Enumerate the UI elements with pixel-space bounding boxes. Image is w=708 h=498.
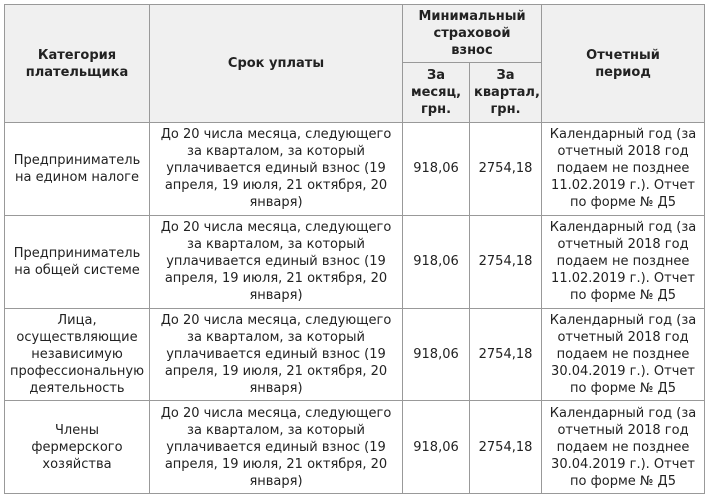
cell-quarter: 2754,18 <box>470 401 542 494</box>
header-min-contribution: Минимальный страховой взнос <box>403 5 542 63</box>
cell-period: Календарный год (за отчетный 2018 год подаем не позднее 30.04.2019 г.). Отчет по форме № Д5 <box>542 308 705 401</box>
cell-category: Предприниматель на общей системе <box>5 215 150 308</box>
cell-quarter: 2754,18 <box>470 215 542 308</box>
cell-deadline: До 20 числа месяца, следующего за кварталом, за который уплачивается единый взнос (19 апреля, 19 июля, 21 октября, 20 января) <box>150 308 403 401</box>
contribution-table <box>4 4 705 494</box>
cell-period: Календарный год (за отчетный 2018 год подаем не позднее 30.04.2019 г.). Отчет по форме № Д5 <box>542 401 705 494</box>
header-report-period: Отчетный период <box>542 5 705 123</box>
header-category: Категория плательщика <box>5 5 150 123</box>
cell-period: Календарный год (за отчетный 2018 год подаем не позднее 11.02.2019 г.). Отчет по форме № Д5 <box>542 123 705 216</box>
header-per-month: За месяц, грн. <box>403 63 470 123</box>
cell-quarter: 2754,18 <box>470 308 542 401</box>
table-row <box>5 308 705 401</box>
table-row <box>5 401 705 494</box>
cell-category: Лица, осуществляющие независимую профессиональную деятельность <box>5 308 150 401</box>
header-deadline: Срок уплаты <box>150 5 403 123</box>
cell-category: Предприниматель на едином налоге <box>5 123 150 216</box>
table-row <box>5 123 705 216</box>
cell-category: Члены фермерского хозяйства <box>5 401 150 494</box>
cell-period: Календарный год (за отчетный 2018 год подаем не позднее 11.02.2019 г.). Отчет по форме № Д5 <box>542 215 705 308</box>
cell-quarter: 2754,18 <box>470 123 542 216</box>
cell-month: 918,06 <box>403 401 470 494</box>
cell-month: 918,06 <box>403 215 470 308</box>
table-row <box>5 215 705 308</box>
cell-deadline: До 20 числа месяца, следующего за кварталом, за который уплачивается единый взнос (19 апреля, 19 июля, 21 октября, 20 января) <box>150 401 403 494</box>
cell-deadline: До 20 числа месяца, следующего за кварталом, за который уплачивается единый взнос (19 апреля, 19 июля, 21 октября, 20 января) <box>150 123 403 216</box>
header-per-quarter: За квартал, грн. <box>470 63 542 123</box>
cell-month: 918,06 <box>403 123 470 216</box>
cell-deadline: До 20 числа месяца, следующего за кварталом, за который уплачивается единый взнос (19 апреля, 19 июля, 21 октября, 20 января) <box>150 215 403 308</box>
cell-month: 918,06 <box>403 308 470 401</box>
